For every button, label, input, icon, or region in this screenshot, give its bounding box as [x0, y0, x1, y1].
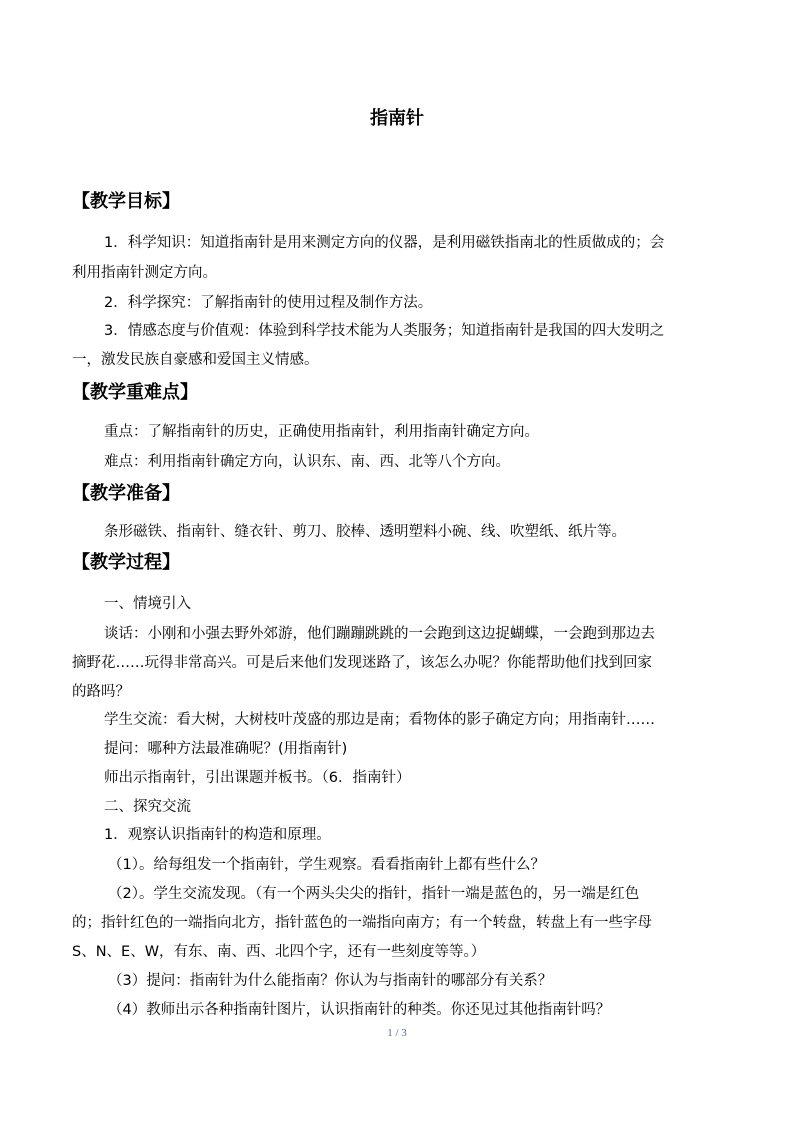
goals-line: 1．科学知识：知道指南针是用来测定方向的仪器，是利用磁铁指南北的性质做成的；会 [104, 235, 665, 251]
process-line: 摘野花……玩得非常高兴。可是后来他们发现迷路了，该怎么办呢？你能帮助他们找到回家 [72, 655, 652, 671]
process-line: （3）提问：指南针为什么能指南？你认为与指南针的哪部分有关系？ [108, 973, 553, 989]
preparation-line: 条形磁铁、指南针、缝衣针、剪刀、胶棒、透明塑料小碗、线、吹塑纸、纸片等。 [104, 524, 626, 540]
goals-line: 利用指南针测定方向。 [72, 265, 217, 281]
goals-line: 3．情感态度与价值观：体验到科学技术能为人类服务；知道指南针是我国的四大发明之 [104, 323, 665, 339]
process-line: 的路吗？ [72, 684, 130, 700]
process-line: 学生交流：看大树，大树枝叶茂盛的那边是南；看物体的影子确定方向；用指南针…… [104, 712, 655, 728]
process-line: 1．观察认识指南针的构造和原理。 [104, 827, 331, 843]
process-line: （4）教师出示各种指南针图片，认识指南针的种类。你还见过其他指南针吗？ [108, 1002, 611, 1018]
process-line: 的；指针红色的一端指向北方，指针蓝色的一端指向南方；有一个转盘，转盘上有一些字母 [72, 915, 652, 931]
process-line: 一、情境引入 [104, 596, 191, 612]
process-line: S、N、E、W，有东、南、西、北四个字，还有一些刻度等等。） [72, 944, 486, 960]
document-title: 指南针 [370, 108, 424, 129]
process-line: 提问：哪种方法最准确呢？(用指南针) [104, 741, 348, 757]
key-points-line: 难点：利用指南针确定方向，认识东、南、西、北等八个方向。 [104, 454, 510, 470]
key-points-line: 重点：了解指南针的历史，正确使用指南针，利用指南针确定方向。 [104, 424, 539, 440]
goals-line: 一，激发民族自豪感和爱国主义情感。 [72, 352, 319, 368]
process-line: 师出示指南针，引出课题并板书。（6．指南针） [104, 770, 411, 786]
process-line: （1）。给每组发一个指南针，学生观察。看看指南针上都有些什么？ [108, 857, 545, 873]
goals-line: 2．科学探究：了解指南针的使用过程及制作方法。 [104, 295, 433, 311]
process-line: （2）。学生交流发现。（有一个两头尖尖的指针，指针一端是蓝色的，另一端是红色 [108, 886, 640, 902]
page-indicator: 1 / 3 [387, 1027, 407, 1039]
section-heading-process: 【教学过程】 [72, 552, 180, 573]
section-heading-preparation: 【教学准备】 [72, 483, 180, 504]
process-line: 谈话：小刚和小强去野外郊游，他们蹦蹦跳跳的一会跑到这边捉蝴蝶，一会跑到那边去 [104, 626, 655, 642]
process-line: 二、探究交流 [104, 799, 191, 815]
section-heading-key-points: 【教学重难点】 [72, 382, 198, 403]
section-heading-goals: 【教学目标】 [72, 191, 180, 212]
